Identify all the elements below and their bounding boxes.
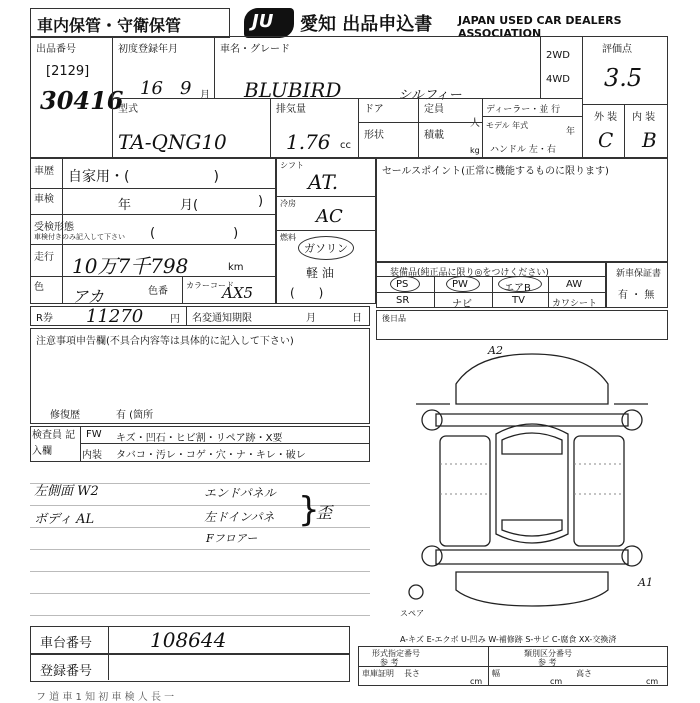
storage-label: 車内保管・守衛保管 — [37, 16, 182, 35]
association-name: JAPAN USED CAR DEALERS ASSOCIATION — [458, 14, 622, 40]
mileage-label: 走行 — [34, 252, 54, 263]
inspector-row2: タバコ・汚レ・コゲ・穴・ナ・キレ・破レ — [116, 450, 306, 461]
disp-value: 1.76 — [286, 130, 331, 154]
spare-label: スペア — [400, 609, 424, 618]
remark-right-2: 左ドインパネ — [204, 510, 275, 524]
ac-value: AC — [316, 206, 343, 227]
regnum-label: 登録番号 — [40, 664, 93, 679]
remark-right-1: エンドパネル — [204, 486, 276, 500]
reg-month: 9 — [180, 78, 192, 99]
equip-navi: ナビ — [452, 299, 472, 310]
airbag-circle — [498, 276, 542, 292]
cert-f: 高さ — [576, 669, 592, 678]
door-label: ドア — [364, 104, 384, 115]
remark-left-1: 左側面 W2 — [34, 484, 99, 499]
fuel-gas: ガソリン — [304, 242, 348, 255]
storage-label-box — [30, 8, 230, 38]
fuel-paren: ( ) — [290, 286, 324, 300]
lot-number: 30416 — [40, 86, 124, 115]
cert-e: 幅 — [492, 669, 500, 678]
remark-brace: } — [298, 490, 320, 530]
cert-cm-2: cm — [550, 677, 563, 686]
int-grade: B — [642, 128, 657, 152]
footer-strip: フ 道 車 1 知 初 車 検 人 長 一 — [36, 692, 175, 703]
year-unit: 年 — [566, 127, 576, 137]
after-label: 後日品 — [382, 314, 406, 323]
chassis-value: 108644 — [150, 628, 227, 652]
mileage-unit: km — [228, 262, 244, 273]
inspector-inner: 内装 — [82, 450, 102, 461]
type-label: 型式 — [118, 104, 138, 115]
inspector-fw: FW — [86, 429, 102, 440]
inspector-label: 検査員 記入欄 — [32, 430, 76, 457]
color-label: 色 — [34, 282, 44, 293]
score-value: 3.5 — [604, 64, 643, 92]
type-value: TA-QNG10 — [118, 130, 227, 154]
reg-year: 16 — [140, 78, 163, 99]
remark-brace-note: 歪 — [316, 503, 333, 522]
color-num-label: 色番 — [148, 286, 168, 297]
color-code: AX5 — [222, 284, 254, 302]
warranty-value: 有 ・ 無 — [618, 290, 655, 301]
model-grade: シルフィー — [398, 88, 462, 103]
ps-circle — [390, 276, 420, 292]
ext-grade: C — [598, 128, 614, 152]
disp-label: 排気量 — [276, 104, 306, 115]
recv-note: 車検付きのみ記入して下さい — [34, 233, 125, 241]
shaken-year: 年 — [118, 198, 132, 213]
history-label: 車歴 — [34, 166, 54, 177]
equip-airbag: エアB — [504, 283, 531, 294]
selling-label: セールスポイント(正常に機能するものに限ります) — [382, 166, 609, 177]
color-code-label: カラーコード — [186, 281, 234, 290]
reg-month-unit: 月 — [200, 90, 210, 101]
fuel-label: 燃料 — [280, 233, 296, 242]
ac-label: 冷房 — [280, 199, 296, 208]
inspector-row1: キズ・凹石・ヒビ割・リペア跡・X要 — [116, 433, 283, 444]
shape-label: 形状 — [364, 130, 384, 141]
handle-label: ハンドル 左・右 — [490, 145, 556, 155]
shift-label: シフト — [280, 161, 304, 170]
history-value: 自家用・( ) — [68, 169, 219, 185]
recv-paren: ( ) — [150, 226, 239, 241]
diagram-mark-a2: A2 — [488, 344, 503, 357]
cert-g-2: 参 考 — [538, 658, 557, 667]
dealer-label: ディーラー・並 行 — [486, 105, 561, 115]
cap-unit: 人 — [470, 118, 480, 129]
cert-cm-3: cm — [646, 677, 659, 686]
repair-value: 有 (箇所 — [116, 410, 154, 421]
mileage-value: 10万7千798 — [72, 254, 189, 278]
equip-leather: カワシート — [552, 299, 598, 309]
shaken-month: 月( — [180, 198, 199, 213]
car-damage-diagram — [396, 344, 668, 634]
recv-label: 受検形態 — [34, 222, 74, 233]
chassis-label: 車台番号 — [40, 636, 93, 651]
name-change-label: 名変通知期限 — [192, 313, 252, 324]
load-unit: kg — [470, 146, 480, 155]
repair-label: 修復歴 — [50, 410, 80, 421]
recycle-unit: 円 — [170, 314, 180, 325]
cert-d: 長さ — [404, 669, 420, 678]
cert-c: 車庫証明 — [362, 669, 394, 678]
drive-4wd: 4WD — [546, 74, 570, 85]
equip-aw: AW — [566, 279, 583, 290]
score-label: 評価点 — [602, 44, 632, 55]
reg-label: 初度登録年月 — [118, 44, 178, 55]
damage-legend: A-キズ E-エクボ U-凹み W-補修跡 S-サビ C-腐食 XX-交換済 — [400, 635, 617, 644]
cert-g-1: 参 考 — [380, 658, 399, 667]
shift-value: AT. — [308, 170, 339, 194]
fuel-diesel: 軽 油 — [306, 266, 334, 280]
remark-right-3: Fフロアー — [206, 532, 258, 545]
recycle-value: 11270 — [86, 306, 144, 327]
ju-logo: JU — [244, 8, 294, 38]
disp-unit: cc — [340, 140, 351, 151]
load-label: 積載 — [424, 130, 444, 141]
after-date-box — [376, 310, 668, 340]
equip-pw: PW — [452, 279, 468, 290]
model-label: 車名・グレード — [220, 44, 290, 55]
int-label: 内 装 — [632, 112, 656, 123]
name-change-day: 日 — [352, 313, 362, 324]
notes-label: 注意事項申告欄(不具合内容等は具体的に記入して下さい) — [36, 336, 294, 347]
diagram-mark-a1: A1 — [638, 576, 653, 589]
equip-label: 装備品(純正品に限り◎をつけください) — [390, 268, 549, 278]
recycle-label: R券 — [36, 313, 53, 324]
color-value: アカ — [72, 287, 104, 306]
name-change-month: 月 — [306, 313, 316, 324]
lot-bracket: [2129] — [46, 64, 90, 79]
shaken-close: ) — [258, 194, 264, 209]
shaken-label: 車検 — [34, 194, 54, 205]
model-name: BLUBIRD — [244, 78, 342, 102]
cert-b: 類別区分番号 — [524, 649, 572, 658]
model-year-label: モデル 年式 — [486, 121, 529, 130]
pw-circle — [446, 276, 480, 292]
equip-tv: TV — [512, 295, 525, 306]
form-title: 愛知 出品申込書 — [300, 14, 433, 35]
ext-label: 外 装 — [594, 112, 618, 123]
remark-left-2: ボディ AL — [34, 512, 95, 527]
equip-sr: SR — [396, 295, 410, 306]
lot-label: 出品番号 — [36, 44, 76, 55]
drive-2wd: 2WD — [546, 50, 570, 61]
cert-cm-1: cm — [470, 677, 483, 686]
cert-a: 形式指定番号 — [372, 649, 420, 658]
cap-label: 定員 — [424, 104, 444, 115]
warranty-label: 新車保証書 — [616, 269, 662, 279]
equip-ps: PS — [396, 279, 409, 290]
